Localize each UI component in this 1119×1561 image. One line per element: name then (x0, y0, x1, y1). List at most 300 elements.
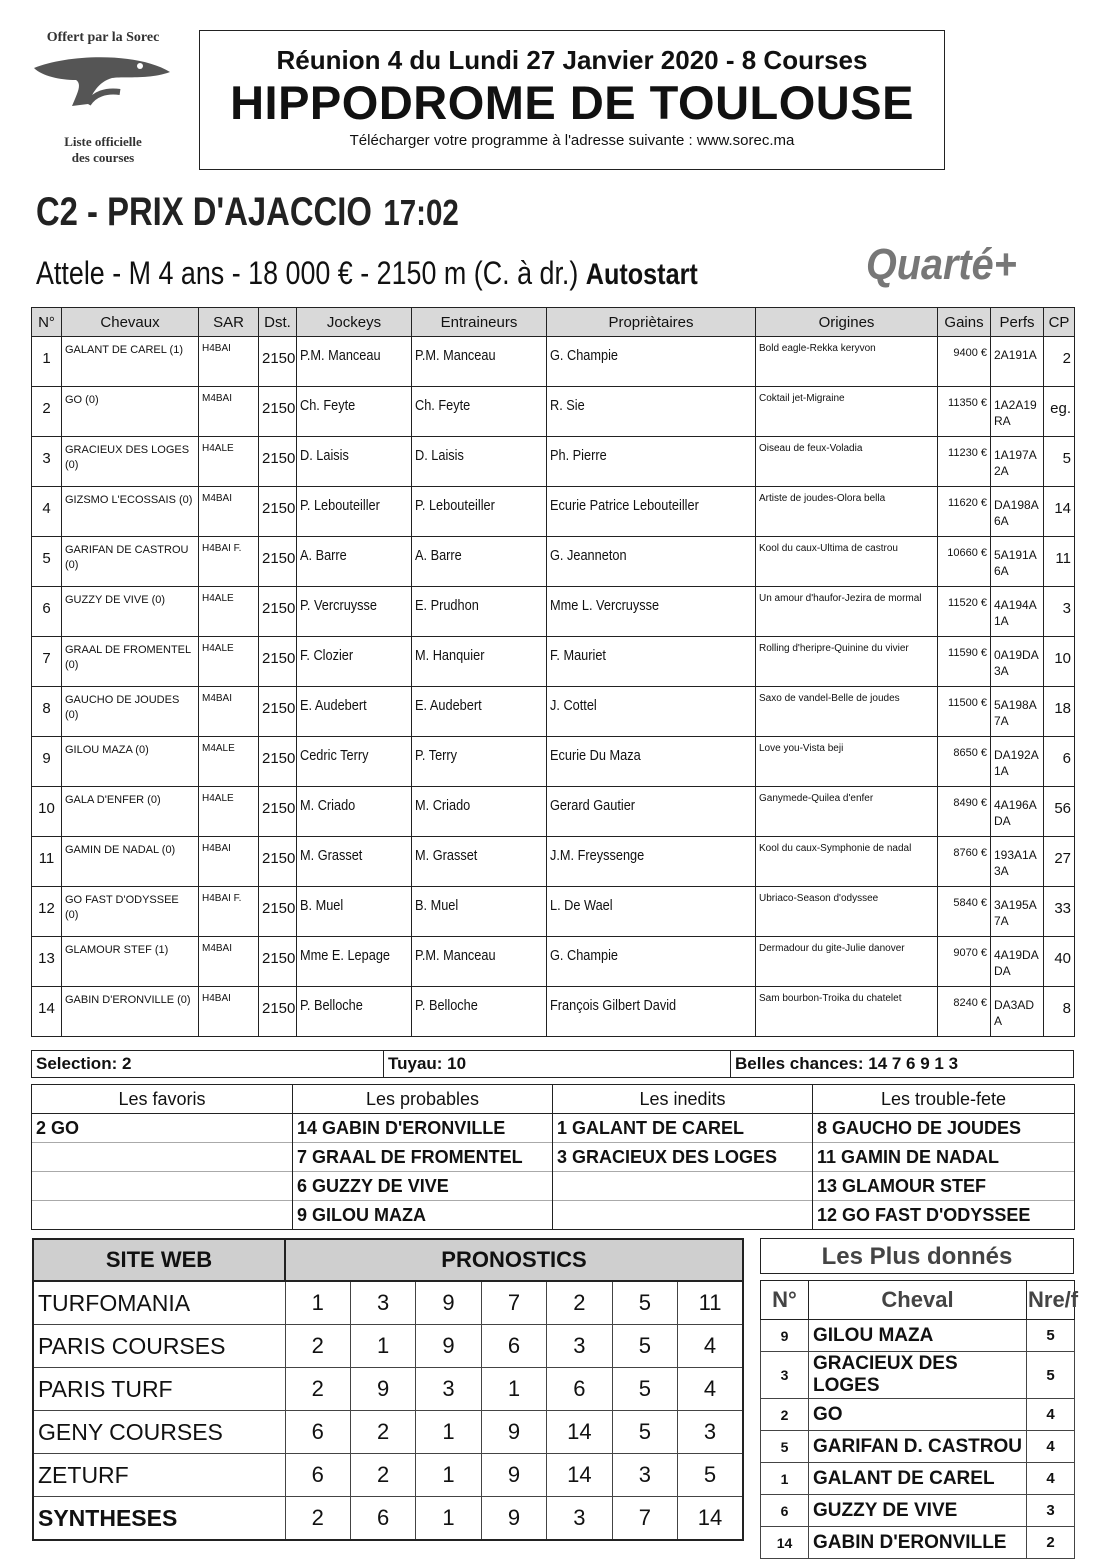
jockey (297, 337, 412, 387)
perfs: DA3AD A (991, 987, 1044, 1037)
table-row (32, 987, 1075, 1037)
trainer (412, 537, 547, 587)
plus-donnes-number: 6 (761, 1495, 809, 1527)
pick-cell: 2 (285, 1497, 350, 1541)
trainer-text: B. Muel (415, 897, 459, 914)
plus-donnes-count: 5 (1027, 1320, 1075, 1352)
distance: 2150 (259, 437, 297, 487)
distance: 2150 (259, 737, 297, 787)
distance: 2150 (259, 887, 297, 937)
owner (547, 987, 756, 1037)
pick-cell: 6 (285, 1411, 350, 1454)
cp: 5 (1044, 437, 1075, 487)
category-cell (553, 1201, 813, 1230)
runner-number: 1 (32, 337, 62, 387)
cp: 3 (1044, 587, 1075, 637)
distance: 2150 (259, 837, 297, 887)
jockey (297, 537, 412, 587)
category-row (32, 1201, 1075, 1230)
plus-donnes-horse: GO (809, 1399, 1027, 1431)
pick-cell: 3 (612, 1454, 677, 1497)
pick-cell: 1 (416, 1497, 481, 1541)
plus-donnes-row (761, 1495, 1075, 1527)
plus-donnes-horse: GARIFAN D. CASTROU (809, 1431, 1027, 1463)
gains: 11500 € (938, 687, 991, 737)
category-row (32, 1143, 1075, 1172)
category-row (32, 1172, 1075, 1201)
cp: 6 (1044, 737, 1075, 787)
category-cell: 12 GO FAST D'ODYSSEE (813, 1201, 1075, 1230)
pick-cell: 4 (678, 1368, 743, 1411)
trainer (412, 387, 547, 437)
sar: M4BAI (199, 387, 259, 437)
pronostic-row (33, 1497, 743, 1541)
column-header: Dst. (259, 308, 297, 337)
categories-table (31, 1084, 1075, 1230)
gains: 9400 € (938, 337, 991, 387)
column-header: N° (32, 308, 62, 337)
jockey (297, 737, 412, 787)
owner (547, 887, 756, 937)
jockey (297, 987, 412, 1037)
jockey-text: M. Grasset (300, 847, 363, 864)
trainer-text: P.M. Manceau (415, 347, 496, 364)
runner-number: 11 (32, 837, 62, 887)
origins: Bold eagle-Rekka keryvon (756, 337, 938, 387)
sar: H4BAI (199, 987, 259, 1037)
trainer (412, 487, 547, 537)
runners-table (31, 307, 1075, 1037)
pick-cell: 3 (416, 1368, 481, 1411)
cp: 10 (1044, 637, 1075, 687)
origins: Coktail jet-Migraine (756, 387, 938, 437)
site-name: PARIS COURSES (33, 1325, 285, 1368)
origins: Dermadour du gite-Julie danover (756, 937, 938, 987)
horse-name: GRAAL DE FROMENTEL (0) (62, 637, 199, 687)
pronostic-row (33, 1411, 743, 1454)
trainer-text: M. Grasset (415, 847, 478, 864)
pronostic-row (33, 1281, 743, 1325)
runner-number: 2 (32, 387, 62, 437)
race-conditions: Attele - M 4 ans - 18 000 € - 2150 m (C. à dr.) (36, 255, 579, 291)
jockey (297, 637, 412, 687)
trainer-text: A. Barre (415, 547, 462, 564)
horse-name: GAUCHO DE JOUDES (0) (62, 687, 199, 737)
category-header: Les probables (293, 1085, 553, 1114)
plus-donnes-header: Nre/f (1027, 1281, 1075, 1320)
jockey-text: D. Laisis (300, 447, 349, 464)
race-bet-type: Quarté+ (866, 240, 1017, 289)
jockey-text: Cedric Terry (300, 747, 369, 764)
download-link-text: Télécharger votre programme à l'adresse suivante : www.sorec.ma (349, 132, 795, 149)
race-conditions-line (36, 255, 698, 292)
pick-cell: 5 (678, 1454, 743, 1497)
column-header: Origines (756, 308, 938, 337)
plus-donnes-count: 3 (1027, 1495, 1075, 1527)
category-header: Les favoris (32, 1085, 293, 1114)
plus-donnes-title: Les Plus donnés (760, 1238, 1074, 1274)
table-row (32, 387, 1075, 437)
runner-number: 10 (32, 787, 62, 837)
categories-header-row (32, 1085, 1075, 1114)
perfs: 4A19DA DA (991, 937, 1044, 987)
jockey (297, 887, 412, 937)
trainer (412, 337, 547, 387)
cp: 18 (1044, 687, 1075, 737)
table-row (32, 337, 1075, 387)
sar: H4ALE (199, 637, 259, 687)
jockey-text: P. Lebouteiller (300, 497, 380, 514)
plus-donnes-header: N° (761, 1281, 809, 1320)
runner-number: 3 (32, 437, 62, 487)
plus-donnes-count: 5 (1027, 1352, 1075, 1399)
jockey-text: Ch. Feyte (300, 397, 356, 414)
owner-text: Ecurie Patrice Lebouteiller (550, 497, 699, 514)
table-row (32, 587, 1075, 637)
selection-bar (31, 1050, 1074, 1078)
owner-text: Gerard Gautier (550, 797, 636, 814)
owner-text: L. De Wael (550, 897, 613, 914)
jockey (297, 937, 412, 987)
plus-donnes-horse: GUZZY DE VIVE (809, 1495, 1027, 1527)
owner-text: J.M. Freyssenge (550, 847, 645, 864)
belles-chances-cell: Belles chances: 14 7 6 9 1 3 (731, 1051, 1074, 1078)
owner-text: François Gilbert David (550, 997, 677, 1014)
jockey (297, 587, 412, 637)
trainer-text: P.M. Manceau (415, 947, 496, 964)
horse-name: GO (0) (62, 387, 199, 437)
distance: 2150 (259, 937, 297, 987)
gains: 5840 € (938, 887, 991, 937)
perfs: 4A194A 1A (991, 587, 1044, 637)
sorec-logo (28, 30, 178, 170)
plus-donnes-number: 2 (761, 1399, 809, 1431)
plus-donnes-header: Cheval (809, 1281, 1027, 1320)
trainer (412, 437, 547, 487)
pick-cell: 1 (285, 1281, 350, 1325)
owner (547, 587, 756, 637)
runner-number: 8 (32, 687, 62, 737)
gains: 8490 € (938, 787, 991, 837)
pick-cell: 3 (350, 1281, 415, 1325)
pick-cell: 6 (285, 1454, 350, 1497)
runner-number: 14 (32, 987, 62, 1037)
plus-donnes-row (761, 1431, 1075, 1463)
horse-name: GALANT DE CAREL (1) (62, 337, 199, 387)
pick-cell: 9 (350, 1368, 415, 1411)
pick-cell: 5 (612, 1325, 677, 1368)
horse-name: GLAMOUR STEF (1) (62, 937, 199, 987)
trainer (412, 587, 547, 637)
meeting-info: Réunion 4 du Lundi 27 Janvier 2020 - 8 Courses (276, 45, 868, 75)
pick-cell: 9 (416, 1281, 481, 1325)
jockey-text: P.M. Manceau (300, 347, 381, 364)
cp: 27 (1044, 837, 1075, 887)
trainer-text: M. Criado (415, 797, 471, 814)
plus-donnes-horse: GALANT DE CAREL (809, 1463, 1027, 1495)
origins: Artiste de joudes-Olora bella (756, 487, 938, 537)
pick-cell: 2 (350, 1454, 415, 1497)
distance: 2150 (259, 387, 297, 437)
pick-cell: 14 (547, 1454, 612, 1497)
plus-donnes-count: 4 (1027, 1399, 1075, 1431)
origins: Ubriaco-Season d'odyssee (756, 887, 938, 937)
table-row (32, 537, 1075, 587)
origins: Rolling d'heripre-Quinine du vivier (756, 637, 938, 687)
perfs: 5A191A 6A (991, 537, 1044, 587)
gains: 8650 € (938, 737, 991, 787)
sar: H4BAI F. (199, 887, 259, 937)
cp: 40 (1044, 937, 1075, 987)
category-cell: 6 GUZZY DE VIVE (293, 1172, 553, 1201)
site-name: SYNTHESES (33, 1497, 285, 1541)
pick-cell: 5 (612, 1368, 677, 1411)
distance: 2150 (259, 537, 297, 587)
column-header: Entraineurs (412, 308, 547, 337)
site-name: TURFOMANIA (33, 1281, 285, 1325)
table-row (32, 937, 1075, 987)
owner (547, 637, 756, 687)
pick-cell: 9 (416, 1325, 481, 1368)
pick-cell: 6 (481, 1325, 546, 1368)
pick-cell: 11 (678, 1281, 743, 1325)
gains: 11620 € (938, 487, 991, 537)
sorec-horse-emblem (28, 46, 178, 116)
plus-donnes-number: 1 (761, 1463, 809, 1495)
cp: 33 (1044, 887, 1075, 937)
distance: 2150 (259, 487, 297, 537)
origins: Oiseau de feux-Voladia (756, 437, 938, 487)
runner-number: 6 (32, 587, 62, 637)
cp: 11 (1044, 537, 1075, 587)
plus-donnes-row (761, 1527, 1075, 1559)
plus-donnes-number: 3 (761, 1352, 809, 1399)
trainer (412, 987, 547, 1037)
pick-cell: 14 (547, 1411, 612, 1454)
race-name: C2 - PRIX D'AJACCIO (36, 190, 372, 234)
plus-donnes-row (761, 1463, 1075, 1495)
plus-donnes-horse: GILOU MAZA (809, 1320, 1027, 1352)
pick-cell: 5 (612, 1411, 677, 1454)
jockey-text: P. Vercruysse (300, 597, 378, 614)
pronostic-row (33, 1368, 743, 1411)
jockey (297, 487, 412, 537)
pick-cell: 2 (285, 1325, 350, 1368)
owner-text: F. Mauriet (550, 647, 606, 664)
gains: 9070 € (938, 937, 991, 987)
trainer-text: P. Terry (415, 747, 458, 764)
owner-text: J. Cottel (550, 697, 597, 714)
perfs: 3A195A 7A (991, 887, 1044, 937)
jockey-text: B. Muel (300, 897, 344, 914)
plus-donnes-horse: GABIN D'ERONVILLE (809, 1527, 1027, 1559)
jockey-text: A. Barre (300, 547, 347, 564)
category-cell: 2 GO (32, 1114, 293, 1143)
column-header: Gains (938, 308, 991, 337)
category-cell (32, 1143, 293, 1172)
jockey-text: M. Criado (300, 797, 356, 814)
table-row (32, 787, 1075, 837)
plus-donnes-row (761, 1320, 1075, 1352)
column-header: CP (1044, 308, 1075, 337)
sar: H4BAI F. (199, 537, 259, 587)
selection-cell: Selection: 2 (32, 1051, 384, 1078)
sar: H4ALE (199, 587, 259, 637)
cp: eg. (1044, 387, 1075, 437)
owner (547, 387, 756, 437)
plus-donnes-horse: GRACIEUX DES LOGES (809, 1352, 1027, 1399)
plus-donnes-count: 4 (1027, 1463, 1075, 1495)
category-cell: 3 GRACIEUX DES LOGES (553, 1143, 813, 1172)
jockey (297, 787, 412, 837)
pick-cell: 9 (481, 1454, 546, 1497)
trainer-text: E. Prudhon (415, 597, 479, 614)
pick-cell: 1 (416, 1411, 481, 1454)
owner-text: G. Champie (550, 947, 619, 964)
jockey-text: Mme E. Lepage (300, 947, 391, 964)
plus-donnes-table (760, 1280, 1079, 1559)
owner (547, 337, 756, 387)
owner (547, 487, 756, 537)
pick-cell: 6 (547, 1368, 612, 1411)
meeting-header (199, 30, 945, 170)
cp: 8 (1044, 987, 1075, 1037)
sar: H4ALE (199, 787, 259, 837)
sar: M4BAI (199, 487, 259, 537)
pick-cell: 2 (547, 1281, 612, 1325)
table-row (32, 637, 1075, 687)
race-title (36, 190, 459, 235)
trainer (412, 837, 547, 887)
owner (547, 787, 756, 837)
distance: 2150 (259, 687, 297, 737)
owner-text: G. Jeanneton (550, 547, 627, 564)
horse-name: GILOU MAZA (0) (62, 737, 199, 787)
category-cell: 1 GALANT DE CAREL (553, 1114, 813, 1143)
column-header: Jockeys (297, 308, 412, 337)
pronostic-row (33, 1325, 743, 1368)
trainer-text: D. Laisis (415, 447, 464, 464)
site-name: PARIS TURF (33, 1368, 285, 1411)
trainer-text: P. Lebouteiller (415, 497, 495, 514)
distance: 2150 (259, 787, 297, 837)
origins: Saxo de vandel-Belle de joudes (756, 687, 938, 737)
pick-cell: 7 (612, 1497, 677, 1541)
owner (547, 837, 756, 887)
venue-name: HIPPODROME DE TOULOUSE (230, 76, 914, 129)
pick-cell: 9 (481, 1411, 546, 1454)
gains: 8760 € (938, 837, 991, 887)
table-row (32, 437, 1075, 487)
runner-number: 13 (32, 937, 62, 987)
sar: M4BAI (199, 687, 259, 737)
pick-cell: 3 (678, 1411, 743, 1454)
pick-cell: 7 (481, 1281, 546, 1325)
category-header: Les inedits (553, 1085, 813, 1114)
plus-donnes-count: 4 (1027, 1431, 1075, 1463)
jockey (297, 687, 412, 737)
trainer-text: E. Audebert (415, 697, 482, 714)
sar: H4ALE (199, 437, 259, 487)
perfs: 2A191A (991, 337, 1044, 387)
pick-cell: 2 (285, 1368, 350, 1411)
pick-cell: 3 (547, 1497, 612, 1541)
owner (547, 937, 756, 987)
column-header: SAR (199, 308, 259, 337)
owner-text: Ecurie Du Maza (550, 747, 641, 764)
owner-text: Ph. Pierre (550, 447, 607, 464)
trainer-text: Ch. Feyte (415, 397, 471, 414)
gains: 8240 € (938, 987, 991, 1037)
perfs: 5A198A 7A (991, 687, 1044, 737)
perfs: DA198A 6A (991, 487, 1044, 537)
pick-cell: 6 (350, 1497, 415, 1541)
jockey-text: F. Clozier (300, 647, 354, 664)
table-row (32, 737, 1075, 787)
site-web-header: SITE WEB (33, 1239, 285, 1281)
perfs: 0A19DA 3A (991, 637, 1044, 687)
horse-name: GIZSMO L'ECOSSAIS (0) (62, 487, 199, 537)
column-header: Chevaux (62, 308, 199, 337)
distance: 2150 (259, 637, 297, 687)
owner-text: R. Sie (550, 397, 585, 414)
pronostics-header-row (33, 1239, 743, 1281)
origins: Ganymede-Quilea d'enfer (756, 787, 938, 837)
pick-cell: 3 (547, 1325, 612, 1368)
pronostics-table (32, 1238, 744, 1541)
category-cell: 7 GRAAL DE FROMENTEL (293, 1143, 553, 1172)
pronostics-header: PRONOSTICS (285, 1239, 743, 1281)
owner (547, 437, 756, 487)
plus-donnes-number: 14 (761, 1527, 809, 1559)
horse-name: GALA D'ENFER (0) (62, 787, 199, 837)
gains: 11350 € (938, 387, 991, 437)
owner (547, 537, 756, 587)
owner (547, 737, 756, 787)
origins: Kool du caux-Ultima de castrou (756, 537, 938, 587)
perfs: 193A1A 3A (991, 837, 1044, 887)
site-name: ZETURF (33, 1454, 285, 1497)
category-cell (32, 1201, 293, 1230)
trainer (412, 787, 547, 837)
trainer (412, 737, 547, 787)
runner-number: 9 (32, 737, 62, 787)
horse-name: GARIFAN DE CASTROU (0) (62, 537, 199, 587)
perfs: DA192A 1A (991, 737, 1044, 787)
pick-cell: 5 (612, 1281, 677, 1325)
owner-text: G. Champie (550, 347, 619, 364)
horse-name: GABIN D'ERONVILLE (0) (62, 987, 199, 1037)
jockey (297, 837, 412, 887)
logo-bottom-line2: des courses (71, 150, 135, 165)
cp: 2 (1044, 337, 1075, 387)
table-row (32, 887, 1075, 937)
plus-donnes-row (761, 1352, 1075, 1399)
trainer (412, 887, 547, 937)
runner-number: 7 (32, 637, 62, 687)
gains: 11520 € (938, 587, 991, 637)
plus-donnes-row (761, 1399, 1075, 1431)
category-cell: 13 GLAMOUR STEF (813, 1172, 1075, 1201)
trainer (412, 637, 547, 687)
sar: M4ALE (199, 737, 259, 787)
jockey-text: E. Audebert (300, 697, 367, 714)
trainer-text: M. Hanquier (415, 647, 485, 664)
runner-number: 12 (32, 887, 62, 937)
table-row (32, 837, 1075, 887)
category-cell: 8 GAUCHO DE JOUDES (813, 1114, 1075, 1143)
distance: 2150 (259, 987, 297, 1037)
